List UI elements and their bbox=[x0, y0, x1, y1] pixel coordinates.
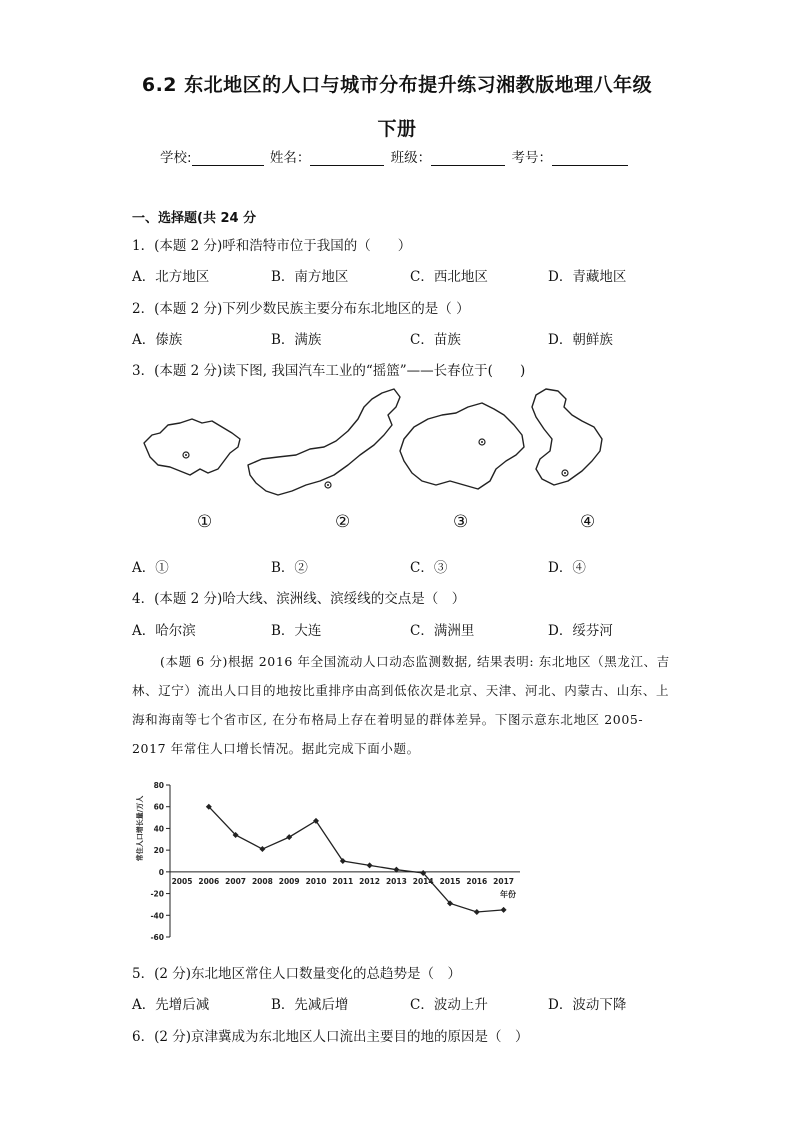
x-tick-label: 2005 bbox=[171, 876, 193, 886]
question-6-stem: 6．(2 分)京津冀成为东北地区人口流出主要目的地的原因是（ ） bbox=[132, 1029, 529, 1045]
class-blank[interactable] bbox=[431, 151, 505, 166]
name-label: 姓名： bbox=[269, 150, 311, 166]
map-label-4: ④ bbox=[580, 512, 596, 532]
province-map-3 bbox=[400, 403, 524, 489]
exam-no-blank[interactable] bbox=[552, 151, 628, 166]
population-growth-chart bbox=[130, 775, 530, 947]
question-2-option-d[interactable]: D．朝鲜族 bbox=[548, 332, 613, 348]
question-5-option-a[interactable]: A．先增后减 bbox=[132, 997, 210, 1013]
series-line bbox=[209, 807, 504, 912]
data-point bbox=[501, 907, 507, 913]
province-map-2 bbox=[248, 389, 400, 495]
school-blank[interactable] bbox=[192, 151, 264, 166]
question-4-stem: 4．(本题 2 分)哈大线、滨洲线、滨绥线的交点是（ ） bbox=[132, 591, 466, 607]
question-5-option-d[interactable]: D．波动下降 bbox=[548, 997, 627, 1013]
y-tick-label: 60 bbox=[153, 802, 164, 812]
x-tick-label: 2010 bbox=[305, 876, 327, 886]
data-point bbox=[367, 862, 373, 868]
document-title-line2: 下册 bbox=[377, 118, 417, 140]
question-5-option-c[interactable]: C．波动上升 bbox=[410, 997, 488, 1013]
data-point bbox=[474, 909, 480, 915]
question-4-option-d[interactable]: D．绥芬河 bbox=[548, 623, 613, 639]
x-tick-label: 2006 bbox=[198, 876, 220, 886]
x-tick-label: 2009 bbox=[278, 876, 300, 886]
province-map-1 bbox=[144, 419, 240, 475]
data-point bbox=[259, 846, 265, 852]
question-2-option-a[interactable]: A．傣族 bbox=[132, 332, 183, 348]
question-2-option-b[interactable]: B．满族 bbox=[271, 332, 322, 348]
x-tick-label: 2012 bbox=[359, 876, 381, 886]
question-3-option-d[interactable]: D．④ bbox=[548, 560, 586, 576]
y-tick-label: 20 bbox=[153, 846, 164, 856]
question-1-option-d[interactable]: D．青藏地区 bbox=[548, 269, 627, 285]
question-3-option-a[interactable]: A．① bbox=[132, 560, 169, 576]
data-point bbox=[286, 834, 292, 840]
question-4-option-b[interactable]: B．大连 bbox=[271, 623, 322, 639]
province-outline-maps bbox=[138, 385, 658, 505]
question-2-option-c[interactable]: C．苗族 bbox=[410, 332, 461, 348]
exam-no-label: 考号： bbox=[511, 150, 552, 166]
x-tick-label: 2015 bbox=[439, 876, 461, 886]
document-title-line1: 6.2 东北地区的人口与城市分布提升练习湘教版地理八年级 bbox=[141, 74, 653, 96]
y-tick-label: 0 bbox=[158, 867, 164, 877]
y-tick-label: 40 bbox=[153, 824, 164, 834]
x-tick-label: 2008 bbox=[251, 876, 273, 886]
x-tick-label: 2013 bbox=[385, 876, 407, 886]
question-4-option-c[interactable]: C．满洲里 bbox=[410, 623, 475, 639]
x-tick-label: 2007 bbox=[225, 876, 247, 886]
question-2-stem: 2．(本题 2 分)下列少数民族主要分布东北地区的是（ ） bbox=[132, 301, 470, 317]
map-label-1: ① bbox=[197, 512, 213, 532]
question-1-option-b[interactable]: B．南方地区 bbox=[271, 269, 349, 285]
x-tick-label: 2011 bbox=[332, 876, 354, 886]
question-3-option-c[interactable]: C．③ bbox=[410, 560, 448, 576]
question-5-stem: 5．(2 分)东北地区常住人口数量变化的总趋势是（ ） bbox=[132, 966, 462, 982]
reading-passage: (本题 6 分)根据 2016 年全国流动人口动态监测数据, 结果表明: 东北地区（黑龙江、吉林、辽宁）流出人口目的地按比重排序由高到低依次是北京、天津、河北、内蒙古、山东、上海和海南等七个省市区, 在分布格局上存在着明显的群体差异。下图示意东北地区 2005-2017 年常住人口增长情况。据此完成下面小题。 bbox=[132, 654, 670, 756]
student-info bbox=[160, 146, 630, 166]
class-label: 班级： bbox=[390, 150, 432, 166]
school-label: 学校: bbox=[160, 150, 192, 166]
question-1-option-a[interactable]: A．北方地区 bbox=[132, 269, 210, 285]
question-1-option-c[interactable]: C．西北地区 bbox=[410, 269, 488, 285]
y-tick-label: -20 bbox=[150, 889, 164, 899]
map-label-3: ③ bbox=[453, 512, 469, 532]
question-1-stem: 1．(本题 2 分)呼和浩特市位于我国的（ ） bbox=[132, 238, 412, 254]
question-3-option-b[interactable]: B．② bbox=[271, 560, 308, 576]
question-3-stem: 3．(本题 2 分)读下图, 我国汽车工业的“摇篮”——长春位于( ) bbox=[132, 363, 526, 379]
question-4-option-a[interactable]: A．哈尔滨 bbox=[132, 623, 196, 639]
y-axis-label: 常住人口增长量/万人 bbox=[136, 795, 144, 862]
map-label-2: ② bbox=[335, 512, 351, 532]
y-tick-label: 80 bbox=[153, 781, 164, 790]
y-tick-label: -40 bbox=[150, 911, 164, 921]
x-tick-label: 2017 bbox=[493, 876, 515, 886]
x-axis-label: 年份 bbox=[500, 889, 516, 899]
section-heading: 一、选择题(共 24 分 bbox=[132, 211, 257, 226]
name-blank[interactable] bbox=[310, 151, 384, 166]
y-tick-label: -60 bbox=[150, 933, 164, 942]
question-5-option-b[interactable]: B．先减后增 bbox=[271, 997, 349, 1013]
x-tick-label: 2016 bbox=[466, 876, 488, 886]
x-tick-label: 2014 bbox=[412, 876, 434, 886]
